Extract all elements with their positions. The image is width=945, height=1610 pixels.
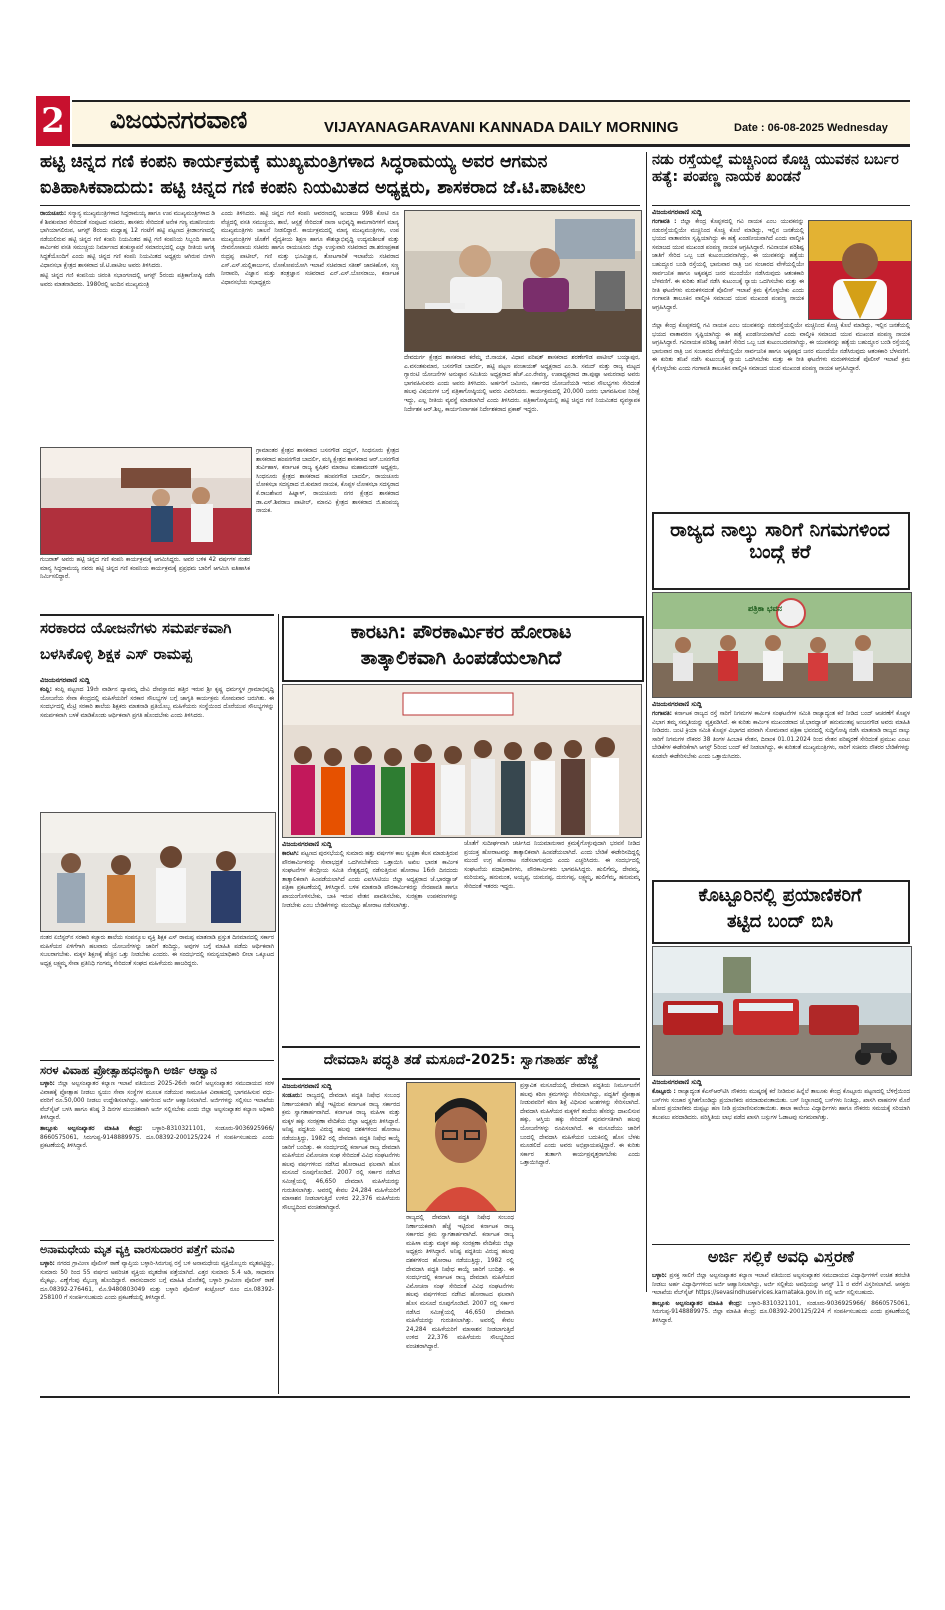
strike-illustration (653, 593, 911, 697)
karatagi-headline-line2: ತಾತ್ಕಾಲಿಕವಾಗಿ ಹಿಂಪಡೆಯಲಾಗಿದೆ (360, 647, 562, 669)
karatagi-text-2: ಜೊತೆಗೆ ಸುದೀರ್ಘವಾಗಿ ಚರ್ಚಿಸಿದ ನಿಯಮಾನುಸಾರ ಕ್ರಮಕೈಗೊಳ್ಳುವುದಾಗಿ ಭರವಸೆ ನೀಡಿದ ಪ್ರಯುಕ್ತ ಹೋರಾಟವನ್ನು ತಾತ್ಕಾಲಿಕವಾಗಿ ಹಿಂಪಡೆಯಲಾಗಿದೆ. ಎಂದು ಬೇಡಿಕೆ ಈಡೇರಿಸದಿದ್ದಲ್ಲಿ ಮುಂದೆ ಉಗ್ರ ಹೋರಾಟ ನಡೆಸಲಾಗುವುದು ಎಂದು ಎಚ್ಚರಿಸಿದರು. ಈ ಸಂದರ್ಭದಲ್ಲಿ ಸಂಘಟನೆಯ ಪದಾಧಿಕಾರಿಗಳು, ಪೌರಕಾರ್ಮಿಕರು ಭಾಗವಹಿಸಿದ್ದರು. ಹುಲಿಗೆಮ್ಮ, ದೇವಮ್ಮ, ಮರಿಯಮ್ಮ, ಹನುಮಂತ, ಅಯ್ಯಪ್ಪ, ಯಮನಪ್ಪ, ದುರುಗಪ್ಪ, ಲಕ್ಷ್ಮಮ್ಮ, ಹುಲಿಗೆಮ್ಮ, ಹನುಮಮ್ಮ ಸೇರಿದಂತೆ ಇತರರು ಇದ್ದರು. (464, 841, 640, 890)
extension-contact: ಬಳ್ಳಾರಿ-8310321101, ಸಂಡೂರು-9036925966/ 8660575061, ಸಿರುಗುಪ್ಪ-9148889975. ಜಿಲ್ಲಾ ಮಾಹಿತಿ ಕೇಂದ್ರ: ದೂ.08392-200125/224 ಗೆ ಸಂಪರ್ಕಿಸಬಹುದು ಎಂದು ಪ್ರಕಟಣೆಯಲ್ಲಿ ತಿಳಿಸಿದ್ದಾರೆ. (652, 1300, 910, 1324)
kottur-byline: ವಿಜಯನಗರವಾಣಿ ಸುದ್ದಿ (652, 1078, 702, 1086)
women-group-illustration (41, 813, 275, 931)
karatagi-text: ಪಟ್ಟಣದ ಪುರಸಭೆಯಲ್ಲಿ ಸುಮಾರು ಹತ್ತು ವರ್ಷಗಳ ಕಾಲ ಸ್ವಚ್ಛತಾ ಕೆಲಸ ಮಾಡುತ್ತಿರುವ ಪೌರಕಾರ್ಮಿಕರನ್ನು ಸೇವಾಭದ್ರತೆ ಒದಗಿಸಬೇಕೆಂದು ಒತ್ತಾಯಿಸಿ ಅಖಿಲ ಭಾರತ ಕಾರ್ಮಿಕ ಸಂಘಟನೆಗಳ ಕೇಂದ್ರೀಯ ಸಮಿತಿ ನೇತೃತ್ವದಲ್ಲಿ ನಡೆಸುತ್ತಿರುವ ಹೋರಾಟ 16ನೇ ದಿನದಂದು ತಾತ್ಕಾಲಿಕವಾಗಿ ಹಿಂಪಡೆಯಲಾಗಿದೆ ಎಂದು ಎಐಸಿಸಿಟಿಯು ಜಿಲ್ಲಾ ಅಧ್ಯಕ್ಷರಾದ ಜೆ.ಭಾರದ್ವಾಜ್ ಪತ್ರಿಕಾ ಪ್ರಕಟಣೆಯಲ್ಲಿ ತಿಳಿಸಿದ್ದಾರೆ. ಬಳಿಕ ಮಾತನಾಡಿ ಪೌರಕಾರ್ಮಿಕರನ್ನು ನೇರಪಾವತಿ ಹಾಗೂ ಖಾಯಂಗೊಳಿಸಬೇಕು, ಬಾಕಿ ಇರುವ ವೇತನ ಪಾವತಿಸಬೇಕು, ಸುರಕ್ಷತಾ ಉಪಕರಣಗಳನ್ನು ನೀಡಬೇಕು ಎಂಬ ಬೇಡಿಕೆಗಳನ್ನು ಮುಂದಿಟ್ಟು ಹೋರಾಟ ನಡೆಸಲಾಗಿತ್ತು. (282, 851, 458, 909)
marriage-contact: ಬಳ್ಳಾರಿ-8310321101, ಸಂಡೂರು-9036925966/ 8660575061, ಸಿರುಗುಪ್ಪ-9148889975. ದೂ.08392-200125/224 ಗೆ ಸಂಪರ್ಕಿಸಬಹುದು ಎಂದು ಪ್ರಕಟಣೆಯಲ್ಲಿ ತಿಳಿಸಿದ್ದಾರೆ. (40, 1125, 274, 1150)
kottur-text: ರಾಜ್ಯಾದ್ಯಂತ ಕೆಎಸ್ಆರ್‌ಟಿಸಿ ನೌಕರರು ಮುಷ್ಕರಕ್ಕೆ ಕರೆ ನೀಡಿರುವ ಹಿನ್ನೆಲೆ ತಾಲೂಕು ಕೇಂದ್ರ ಕೊಟ್ಟೂರು ಪಟ್ಟಣದಲ್ಲಿ ಬೆಳಿಗ್ಗೆಯಿಂದ ಬಸ್‌ಗಳು ಸಂಚಾರ ಸ್ಥಗಿತಗೊಂಡಿದ್ದು ಪ್ರಯಾಣಿಕರು ಪರದಾಡುವಂತಾಯಿತು. ಬಸ್ ನಿಲ್ದಾಣದಲ್ಲಿ ಬಸ್‌ಗಳು ನಿಂತಿದ್ದು, ಖಾಸಗಿ ವಾಹನಗಳ ಮೊರೆ ಹೋದ ಪ್ರಯಾಣಿಕರು ದುಪ್ಪಟ್ಟು ಹಣ ನೀಡಿ ಪ್ರಯಾಣಿಸುವಂತಾಯಿತು. ಶಾಲಾ ಕಾಲೇಜು ವಿದ್ಯಾರ್ಥಿಗಳು ಹಾಗೂ ನೌಕರರು ಸಮಯಕ್ಕೆ ಸರಿಯಾಗಿ ತಲುಪಲು ಪರದಾಡಿದರು. ಪರಿಸ್ಥಿತಿಯ ಲಾಭ ಪಡೆದ ಖಾಸಗಿ ಬಸ್ಸುಗಳ ಓಡಾಟವು ಸುಗಮವಾಗಿತ್ತು. (652, 1089, 910, 1121)
teacher-text: ಕಂಪ್ಲಿ ಪಟ್ಟಣದ 19ನೇ ವಾರ್ಡಿನ ದ್ಯಾವಮ್ಮ ದೇವಿ ದೇವಸ್ಥಾನದ ಹತ್ತಿರ ಇರುವ ಶ್ರೀ ಕೃಷ್ಣ ಧರ್ಮಸ್ಥಳ ಗ್ರಾಮಾಭಿವೃದ್ಧಿ ಯೋಜನೆಯ ಸೇವಾ ಕೇಂದ್ರದಲ್ಲಿ ಮಹಿಳೆಯರಿಗೆ ಸರಕಾರ ಸೌಲಭ್ಯಗಳ ಬಗ್ಗೆ ಜಾಗೃತಿ ಕಾರ್ಯಕ್ರಮ ಸೋಮವಾರ ಜರುಗಿತು. ಈ ಸಂದರ್ಭದಲ್ಲಿ ಮೆಟ್ರಿ ಸರಕಾರಿ ಶಾಲೆಯ ಶಿಕ್ಷಕರು ಮಾತನಾಡಿ ಪ್ರತಿಯೊಬ್ಬ ಮಹಿಳೆಯರು ಸಂಸ್ಥೆಯಿಂದ ದೊರೆಯುವ ಸೌಲಭ್ಯಗಳನ್ನು ಸಮರ್ಪಕವಾಗಿ ಬಳಕೆ ಮಾಡಿಕೊಂಡು ಆರ್ಥಿಕವಾಗಿ ಪ್ರಗತಿ ಹೊಂದಬೇಕು ಎಂದು ತಿಳಿಸಿದರು. (40, 687, 274, 719)
marriage-dateline: ಬಳ್ಳಾರಿ: (40, 1081, 55, 1087)
karatagi-column-1 (282, 850, 458, 1040)
lead-headline-line1: ಹಟ್ಟಿ ಚಿನ್ನದ ಗಣಿ ಕಂಪನಿ ಕಾರ್ಯಕ್ರಮಕ್ಕೆ ಮುಖ್ಯಮಂತ್ರಿಗಳಾದ ಸಿದ್ಧರಾಮಯ್ಯ ಅವರ ಆಗಮನ (40, 152, 548, 172)
karatagi-byline: ವಿಜಯನಗರವಾಣಿ ಸುದ್ದಿ (282, 840, 332, 848)
marriage-body (40, 1080, 274, 1238)
teacher-text-2: ನಂತರ ಏಜಿಸ್ಟರ್‌ನ ಸರಕಾರಿ ಕಚ್ಚಾರು ಶಾಲೆಯ ಸಂಪನ್ಮೂಲ ವ್ಯಕ್ತಿ ಶಿಕ್ಷಕ ಎಸ್ ರಾಮಪ್ಪ ಮಾತನಾಡಿ ಪ್ರಸ್ತುತ ದಿನಮಾನದಲ್ಲಿ ಸರ್ಕಾರ ಮಹಿಳೆಯರ ಏಳಿಗೆಗಾಗಿ ಹಲವಾರು ಯೋಜನೆಗಳನ್ನು ಜಾರಿಗೆ ತಂದಿದ್ದು, ಅವುಗಳ ಬಗ್ಗೆ ಮಾಹಿತಿ ಪಡೆದು ಆರ್ಥಿಕವಾಗಿ ಸಬಲರಾಗಬೇಕು. ಮಕ್ಕಳ ಶಿಕ್ಷಣಕ್ಕೆ ಹೆಚ್ಚಿನ ಒತ್ತು ನೀಡಬೇಕು ಎಂದರು. ಈ ಸಂದರ್ಭದಲ್ಲಿ ಸಮನ್ವಯಾಧಿಕಾರಿ ಲೀಲಾ ಒಕ್ಕೂಟದ ಅಧ್ಯಕ್ಷ ಲಕ್ಷ್ಮಮ್ಮ ಸೇವಾ ಪ್ರತಿನಿಧಿ ಗಂಗಮ್ಮ ಸೇರಿದಂತೆ ಸಂಘದ ಮಹಿಳೆಯರು ಹಾಜರಿದ್ದರು. (40, 935, 274, 967)
devadasi-text-mid: ರಾಜ್ಯದಲ್ಲಿ ದೇವದಾಸಿ ಪದ್ಧತಿ ನಿಷೇಧ ಸಂಬಂಧ ನಿರ್ಣಾಯಕವಾಗಿ ಹೆಜ್ಜೆ ಇಟ್ಟಿರುವ ಕರ್ನಾಟಕ ರಾಜ್ಯ ಸರ್ಕಾರದ ಕ್ರಮ ಸ್ವಾಗತಾರ್ಹವಾಗಿದೆ. ಕರ್ನಾಟಕ ರಾಜ್ಯ ಮಹಿಳಾ ಮತ್ತು ಮಕ್ಕಳ ಹಕ್ಕು ಸಂರಕ್ಷಣಾ ವೇದಿಕೆಯ ಜಿಲ್ಲಾ ಅಧ್ಯಕ್ಷರು ತಿಳಿಸಿದ್ದಾರೆ. ಅನಿಷ್ಟ ಪದ್ಧತಿಯ ವಿರುದ್ಧ ಹಲವು ದಶಕಗಳಿಂದ ಹೋರಾಟ ನಡೆಯುತ್ತಿದ್ದು, 1982 ರಲ್ಲಿ ದೇವದಾಸಿ ಪದ್ಧತಿ ನಿಷೇಧ ಕಾಯ್ದೆ ಜಾರಿಗೆ ಬಂದಿತ್ತು. ಈ ಸಂದರ್ಭದಲ್ಲಿ ಕರ್ನಾಟಕ ರಾಜ್ಯ ದೇವದಾಸಿ ಮಹಿಳೆಯರ ವಿಮೋಚನಾ ಸಂಘ ಸೇರಿದಂತೆ ವಿವಿಧ ಸಂಘಟನೆಗಳು ಹಲವು ವರ್ಷಗಳಿಂದ ನಡೆಸಿದ ಹೋರಾಟದ ಫಲವಾಗಿ ಹೊಸ ಮಸೂದೆ ರೂಪುಗೊಂಡಿದೆ. 2007 ರಲ್ಲಿ ಸರ್ಕಾರ ನಡೆಸಿದ ಸಮೀಕ್ಷೆಯಲ್ಲಿ 46,650 ದೇವದಾಸಿ ಮಹಿಳೆಯರನ್ನು ಗುರುತಿಸಲಾಗಿತ್ತು. ಅವರಲ್ಲಿ ಕೇವಲ 24,284 ಮಹಿಳೆಯರಿಗೆ ಮಾಸಾಶನ ನೀಡಲಾಗುತ್ತಿದೆ ಉಳಿದ 22,376 ಮಹಿಳೆಯರು ಸೌಲಭ್ಯದಿಂದ ವಂಚಿತರಾಗಿದ್ದಾರೆ. (406, 1215, 514, 1350)
strike-text: ಕರ್ನಾಟಕ ರಾಜ್ಯದ ರಸ್ತೆ ಸಾರಿಗೆ ನಿಗಮಗಳ ಕಾರ್ಮಿಕ ಸಂಘಟನೆಗಳ ಸಮಿತಿ ರಾಜ್ಯಾದ್ಯಂತ ಕರೆ ನೀಡಿದ ಬಂದ್ ಆಚರಣೆಗೆ ಕೊಪ್ಪಳ ವಿಭಾಗ ತಮ್ಮ ಸಮ್ಮತಿಯನ್ನು ವ್ಯಕ್ತಪಡಿಸಿದೆ. ಈ ಕುರಿತು ಕಾರ್ಮಿಕ ಮುಖಂಡರಾದ ಜೆ.ಭಾರದ್ವಾಜ್ ಹನುಮಂತಪ್ಪ ಅಂಜನಗೌಡ ಅವರು ಮಾಹಿತಿ ನೀಡಿದರು. ಜಂಟಿ ಕ್ರಿಯಾ ಸಮಿತಿ ಕೊಪ್ಪಳ ವಿಭಾಗದ ಪರವಾಗಿ ಸೋಮವಾರ ಪತ್ರಿಕಾ ಭವನದಲ್ಲಿ ಸುದ್ದಿಗೋಷ್ಠಿ ನಡೆಸಿ ಮಾತನಾಡಿ ರಾಜ್ಯದ ನಾಲ್ಕು ಸಾರಿಗೆ ನಿಗಮಗಳ ನೌಕರರ 38 ತಿಂಗಳ ಹಿಂಬಾಕಿ ವೇತನ, ದಿನಾಂಕ 01.01.2024 ರಿಂದ ವೇತನ ಪರಿಷ್ಕರಣೆ ಸೇರಿದಂತೆ ಪ್ರಮುಖ ಎಂಟು ಬೇಡಿಕೆಗಳ ಈಡೇರಿಕೆಗಾಗಿ ಆಗಸ್ಟ್ 5ರಿಂದ ಬಂದ್ ಕರೆ ನೀಡಲಾಗಿದ್ದು, ಈ ಕುರಿತಂತೆ ಮುಖ್ಯಮಂತ್ರಿಗಳು, ಸಾರಿಗೆ ಸಚಿವರು ನೌಕರರ ಬೇಡಿಕೆಗಳನ್ನು ಕೂಡಲೇ ಈಡೇರಿಸಬೇಕು ಎಂದು ಒತ್ತಾಯಿಸಿದರು. (652, 711, 910, 760)
murder-column-a (652, 218, 804, 318)
press-meet-illustration (405, 211, 641, 351)
unknown-headline: ಅನಾಮಧೇಯ ಮೃತ ವ್ಯಕ್ತಿ ವಾರಸುದಾರರ ಪತ್ತೆಗೆ ಮನವಿ (40, 1243, 235, 1256)
bus-stand-illustration (653, 947, 911, 1075)
page-bottom-rule (40, 1396, 910, 1398)
teacher-body-1 (40, 686, 274, 810)
murder-text: ಜಿಲ್ಲಾ ಕೇಂದ್ರ ಕೊಪ್ಪಳದಲ್ಲಿ ಗವಿ ನಾಯಕ ಎಂಬ ಯುವಕನನ್ನು ನಡುರಸ್ತೆಯಲ್ಲಿಯೇ ಮಚ್ಚಿನಿಂದ ಕೊಚ್ಚಿ ಕೊಲೆ ಮಾಡಿದ್ದು, ಇಲ್ಲಿನ ಜನತೆಯಲ್ಲಿ ಭಯದ ವಾತಾವರಣ ಸೃಷ್ಟಿಯಾಗಿದ್ದು ಈ ಹತ್ಯೆ ಖಂಡನೀಯವಾಗಿದೆ ಎಂದು ವಾಲ್ಮೀಕಿ ಸಮಾಜದ ಯುವ ಮುಖಂಡ ಪಂಪಣ್ಣ ನಾಯಕ ಆಗ್ರಹಿಸಿದ್ದಾರೆ. ಗವಿನಾಯಕ ಪರಿಶಿಷ್ಟ ಜಾತಿಗೆ ಸೇರಿದ ಒಬ್ಬ ಬಡ ಕುಟುಂಬದವನಾಗಿದ್ದು, ಈ ಯುವಕನನ್ನು ಹತ್ಯೆಯ ಬಹುದ್ದೂರ ಬಂಡಿ ರಸ್ತೆಯಲ್ಲಿ ಭಾನುವಾರ ರಾತ್ರಿ ಜನ ಸಂಚಾರದ ವೇಳೆಯಲ್ಲಿಯೇ ಸಾರ್ವಜನಿಕ ಹಾಗೂ ಅಕ್ಕಪಕ್ಕದ ಜನರ ಮುಂದೆಯೇ ನಡೆಸಿರುವುದು ಆತಂಕಕಾರಿ ಬೆಳವಣಿಗೆ. ಈ ಕುರಿತು ತನಿಖೆ ನಡೆಸಿ ಕುಟುಂಬಕ್ಕೆ ನ್ಯಾಯ ಒದಗಿಸಬೇಕು ಮತ್ತು ಈ ರೀತಿ ಘಟನೆಗಳು ಮರುಕಳಿಸದಂತೆ ಪೊಲೀಸ್ ಇಲಾಖೆ ಕ್ರಮ ಕೈಗೊಳ್ಳಬೇಕು ಎಂದು ಗಂಗಾವತಿ ತಾಲೂಕಿನ ವಾಲ್ಮೀಕಿ ಸಮಾಜದ ಯುವ ಮುಖಂಡ ಪಂಪಣ್ಣ ನಾಯಕ ಆಗ್ರಹಿಸಿದ್ದಾರೆ. (652, 219, 804, 311)
karatagi-column-2 (464, 840, 640, 1040)
devadasi-text-2: ಪ್ರಸ್ತಾವಿತ ಮಸೂದೆಯಲ್ಲಿ ದೇವದಾಸಿ ಪದ್ಧತಿಯ ನಿರ್ಮೂಲನೆಗೆ ಹಲವು ಕಠಿಣ ಕ್ರಮಗಳನ್ನು ಸೇರಿಸಲಾಗಿದ್ದು, ಪದ್ಧತಿಗೆ ಪ್ರೋತ್ಸಾಹ ನೀಡುವವರಿಗೆ ಕಠಿಣ ಶಿಕ್ಷೆ ವಿಧಿಸುವ ಅಂಶಗಳನ್ನು ಸೇರಿಸಲಾಗಿದೆ. ದೇವದಾಸಿ ಮಹಿಳೆಯರ ಮಕ್ಕಳಿಗೆ ತಂದೆಯ ಹೆಸರನ್ನು ದಾಖಲಿಸುವ ಹಕ್ಕು, ಆಸ್ತಿಯ ಹಕ್ಕು ಸೇರಿದಂತೆ ಪುನರ್ವಸತಿಗಾಗಿ ಹಲವು ಯೋಜನೆಗಳನ್ನು ರೂಪಿಸಲಾಗಿದೆ. ಈ ಮಸೂದೆಯು ಜಾರಿಗೆ ಬಂದಲ್ಲಿ ದೇವದಾಸಿ ಮಹಿಳೆಯರ ಬದುಕಿನಲ್ಲಿ ಹೊಸ ಬೆಳಕು ಮೂಡಲಿದೆ ಎಂದು ಅವರು ಅಭಿಪ್ರಾಯಪಟ್ಟಿದ್ದಾರೆ. ಈ ಕುರಿತು ಸರ್ಕಾರ ತುರ್ತಾಗಿ ಕಾರ್ಯಪ್ರವೃತ್ತರಾಗಬೇಕು ಎಂದು ಒತ್ತಾಯಿಸಿದ್ದಾರೆ. (520, 1083, 640, 1167)
lead-text-3: ಎಂದು ತಿಳಿಸಿದರು. ಹಟ್ಟಿ ಚಿನ್ನದ ಗಣಿ ಕಂಪನಿ ಆವರಣದಲ್ಲಿ ಅಂದಾಜು 998 ಕೋಟಿ ರೂ ವೆಚ್ಚದಲ್ಲಿ ವಸತಿ ಸಮುಚ್ಚಯ, ಶಾಲೆ, ಆಸ್ಪತ್ರೆ ಸೇರಿದಂತೆ ನಾನಾ ಅಭಿವೃದ್ಧಿ ಕಾಮಗಾರಿಗಳಿಗೆ ಮಾನ್ಯ ಮುಖ್ಯಮಂತ್ರಿಗಳು ಚಾಲನೆ ನೀಡಲಿದ್ದಾರೆ. ಕಾರ್ಯಕ್ರಮದಲ್ಲಿ ಮಾನ್ಯ ಮುಖ್ಯಮಂತ್ರಿಗಳು, ಉಪ ಮುಖ್ಯಮಂತ್ರಿಗಳ ಜೊತೆಗೆ ವೈದ್ಯಕೀಯ ಶಿಕ್ಷಣ ಹಾಗೂ ಕೌಶಲ್ಯಾಭಿವೃದ್ಧಿ ಉದ್ಯಮಶೀಲತೆ ಮತ್ತು ಜೀವನೋಪಾಯ ಸಚಿವರು ಹಾಗೂ ರಾಯಚೂರು ಜಿಲ್ಲಾ ಉಸ್ತುವಾರಿ ಸಚಿವರಾದ ಡಾ.ಶರಣಪ್ರಕಾಶ ರುದ್ರಪ್ಪ ಪಾಟೀಲ್, ಗಣಿ ಮತ್ತು ಭೂವಿಜ್ಞಾನ, ತೋಟಗಾರಿಕೆ ಇಲಾಖೆಯ ಸಚಿವರಾದ ಎಸ್.ಎಸ್.ಮಲ್ಲಿಕಾರ್ಜುನ, ಲೋಕೋಪಯೋಗಿ ಇಲಾಖೆ ಸಚಿವರಾದ ಸತೀಶ್ ಜಾರಕಿಹೊಳಿ, ಸಣ್ಣ ನೀರಾವರಿ, ವಿಜ್ಞಾನ ಮತ್ತು ತಂತ್ರಜ್ಞಾನ ಸಚಿವರಾದ ಎನ್.ಎಸ್.ಬೋಸರಾಜು, ಕರ್ನಾಟಕ ವಿಧಾನಸಭೆಯ ಸಭಾಧ್ಯಕ್ಷರು (221, 211, 399, 286)
unknown-text: ನಗರದ ಗ್ರಾಮೀಣ ಪೊಲೀಸ್ ಠಾಣೆ ವ್ಯಾಪ್ತಿಯ ಬಳ್ಳಾರಿ-ಸಿರುಗುಪ್ಪ ರಸ್ತೆ ಬಳಿ ಅನಾಮಧೇಯ ವ್ಯಕ್ತಿಯೊಬ್ಬರು ಮೃತಪಟ್ಟಿದ್ದು, ಸುಮಾರು 50 ರಿಂದ 55 ವರ್ಷದ ಅಪರಿಚಿತ ವ್ಯಕ್ತಿಯ ಮೃತದೇಹ ಪತ್ತೆಯಾಗಿದೆ. ಎತ್ತರ ಸುಮಾರು 5.4 ಅಡಿ, ಸಾಧಾರಣ ಮೈಕಟ್ಟು, ಎಣ್ಣೆಗೆಂಪು ಮೈಬಣ್ಣ ಹೊಂದಿದ್ದಾರೆ. ವಾರಸುದಾರರ ಬಗ್ಗೆ ಮಾಹಿತಿ ದೊರೆತಲ್ಲಿ ಬಳ್ಳಾರಿ ಗ್ರಾಮೀಣ ಪೊಲೀಸ್ ಠಾಣೆ ದೂ.08392-276461, ಮೊ.9480803049 ಮತ್ತು ಬಳ್ಳಾರಿ ಪೊಲೀಸ್ ಕಂಟ್ರೋಲ್ ರೂಂ ದೂ.08392-258100 ಗೆ ಸಂಪರ್ಕಿಸಬಹುದು ಎಂದು ಪ್ರಕಟಣೆಯಲ್ಲಿ ತಿಳಿಸಿದ್ದಾರೆ. (40, 1261, 274, 1302)
karatagi-photo-workers (282, 684, 642, 838)
lead-text-1: ಸನ್ಮಾನ್ಯ ಮುಖ್ಯಮಂತ್ರಿಗಳಾದ ಸಿದ್ದರಾಮಯ್ಯ ಹಾಗೂ ಉಪ ಮುಖ್ಯಮಂತ್ರಿಗಳಾದ ಡಿ ಕೆ ಶಿವಕುಮಾರ ಸೇರಿದಂತೆ ಸಂಪುಟದ ಸಚಿವರು, ಶಾಸಕರು ಸೇರಿದಂತೆ ಅನೇಕ ಗಣ್ಯ ಮಹನೀಯರು ಭಾಗಿಯಾಗಲಿರುವ, ಆಗಸ್ಟ್ 8ರಂದು ಮಧ್ಯಾಹ್ನ 12 ಗಂಟೆಗೆ ಹಟ್ಟಿ ಪಟ್ಟಣದ ಕ್ರೀಡಾಂಗಣದಲ್ಲಿ ನಡೆಯಲಿರುವ ಹಟ್ಟಿ ಚಿನ್ನದ ಗಣಿ ಕಂಪನಿ ನಿಯಮಿತದ ಹಟ್ಟಿ ಗಣಿ ಕಂಪನಿಯ ಸಿಬ್ಬಂದಿ ಹಾಗೂ ಕಾರ್ಮಿಕರ ವಸತಿ ಸಮುಚ್ಚಯ ನಿರ್ಮಾಣದ ಶಂಕುಸ್ಥಾಪನೆ ಸಮಾರಂಭದಲ್ಲಿ ಎಲ್ಲಾ ರೀತಿಯ ಅಗತ್ಯ ಸಿದ್ಧತೆಯೊಂದಿಗೆ ಎಂದು ಹಟ್ಟಿ ಚಿನ್ನದ ಗಣಿ ಕಂಪನಿ ನಿಯಮಿತದ ಅಧ್ಯಕ್ಷರು ಆಗಿರುವ ಬೀಳಗಿ ವಿಧಾನಸಭಾ ಕ್ಷೇತ್ರದ ಶಾಸಕರಾದ ಜೆ.ಟಿ.ಪಾಟೀಲ ಅವರು ತಿಳಿಸಿದರು. (40, 211, 215, 269)
murder-byline: ವಿಜಯನಗರವಾಣಿ ಸುದ್ದಿ (652, 208, 702, 216)
lead-column-3 (404, 354, 640, 609)
marriage-contact-label: ತಾಲ್ಲೂಕು ಅಲ್ಪಸಂಖ್ಯಾತರ ಮಾಹಿತಿ ಕೇಂದ್ರ: (40, 1125, 143, 1132)
kottur-headline-line2: ತಟ್ಟಿದ ಬಂದ್ ಬಿಸಿ (726, 911, 834, 932)
karatagi-dateline: ಕಾರಟಗಿ: (282, 851, 299, 857)
workers-protest-illustration (283, 685, 641, 837)
strike-dateline: ಗಂಗಾವತಿ: (652, 711, 672, 717)
newspaper-title-english: VIJAYANAGARAVANI KANNADA DAILY MORNING (324, 119, 679, 136)
unknown-body (40, 1260, 274, 1390)
extension-body (652, 1272, 910, 1382)
page-number: 2 (36, 96, 70, 146)
kottur-headline-line1: ಕೊಟ್ಟೂರಿನಲ್ಲಿ ಪ್ರಯಾಣಿಕರಿಗೆ (698, 885, 862, 906)
lead-dateline: ರಾಯಚೂರು: (40, 211, 67, 217)
kottur-dateline: ಕೊಟ್ಟೂರು : (652, 1089, 676, 1095)
marriage-headline: ಸರಳ ವಿವಾಹ ಪ್ರೋತ್ಸಾಹಧನಕ್ಕಾಗಿ ಅರ್ಜಿ ಆಹ್ವಾನ (40, 1063, 217, 1077)
strike-photo-banner: ಪತ್ರಿಕಾ ಭವನ (748, 604, 782, 613)
divider (40, 1240, 274, 1241)
stage-illustration (41, 448, 251, 554)
devadasi-column-3 (520, 1082, 640, 1392)
devadasi-column-2 (406, 1214, 514, 1392)
lead-column-2 (221, 210, 399, 445)
lead-photo-stage (40, 447, 252, 555)
divider (652, 1244, 910, 1245)
devadasi-photo-portrait (406, 1082, 516, 1212)
divider (40, 614, 274, 616)
lead-column-2b (256, 447, 399, 555)
extension-headline: ಅರ್ಜಿ ಸಲ್ಲಿಕೆ ಅವಧಿ ವಿಸ್ತರಣೆ (707, 1247, 855, 1266)
unknown-dateline: ಬಳ್ಳಾರಿ: (40, 1261, 55, 1267)
murder-column-b (652, 322, 910, 508)
devadasi-byline: ವಿಜಯನಗರವಾಣಿ ಸುದ್ದಿ (282, 1082, 332, 1090)
teacher-photo-women (40, 812, 276, 932)
strike-body (652, 710, 910, 878)
devadasi-dateline: ಸಂಡೂರು: (282, 1093, 303, 1099)
devadasi-text: ರಾಜ್ಯದಲ್ಲಿ ದೇವದಾಸಿ ಪದ್ಧತಿ ನಿಷೇಧ ಸಂಬಂಧ ನಿರ್ಣಾಯಕವಾಗಿ ಹೆಜ್ಜೆ ಇಟ್ಟಿರುವ ಕರ್ನಾಟಕ ರಾಜ್ಯ ಸರ್ಕಾರದ ಕ್ರಮ ಸ್ವಾಗತಾರ್ಹವಾಗಿದೆ. ಕರ್ನಾಟಕ ರಾಜ್ಯ ಮಹಿಳಾ ಮತ್ತು ಮಕ್ಕಳ ಹಕ್ಕು ಸಂರಕ್ಷಣಾ ವೇದಿಕೆಯ ಜಿಲ್ಲಾ ಅಧ್ಯಕ್ಷರು ತಿಳಿಸಿದ್ದಾರೆ. ಅನಿಷ್ಟ ಪದ್ಧತಿಯ ವಿರುದ್ಧ ಹಲವು ದಶಕಗಳಿಂದ ಹೋರಾಟ ನಡೆಯುತ್ತಿದ್ದು, 1982 ರಲ್ಲಿ ದೇವದಾಸಿ ಪದ್ಧತಿ ನಿಷೇಧ ಕಾಯ್ದೆ ಜಾರಿಗೆ ಬಂದಿತ್ತು. ಈ ಸಂದರ್ಭದಲ್ಲಿ ಕರ್ನಾಟಕ ರಾಜ್ಯ ದೇವದಾಸಿ ಮಹಿಳೆಯರ ವಿಮೋಚನಾ ಸಂಘ ಸೇರಿದಂತೆ ವಿವಿಧ ಸಂಘಟನೆಗಳು ಹಲವು ವರ್ಷಗಳಿಂದ ನಡೆಸಿದ ಹೋರಾಟದ ಫಲವಾಗಿ ಹೊಸ ಮಸೂದೆ ರೂಪುಗೊಂಡಿದೆ. 2007 ರಲ್ಲಿ ಸರ್ಕಾರ ನಡೆಸಿದ ಸಮೀಕ್ಷೆಯಲ್ಲಿ 46,650 ದೇವದಾಸಿ ಮಹಿಳೆಯರನ್ನು ಗುರುತಿಸಲಾಗಿತ್ತು. ಅವರಲ್ಲಿ ಕೇವಲ 24,284 ಮಹಿಳೆಯರಿಗೆ ಮಾಸಾಶನ ನೀಡಲಾಗುತ್ತಿದೆ ಉಳಿದ 22,376 ಮಹಿಳೆಯರು ಸೌಲಭ್ಯದಿಂದ ವಂಚಿತರಾಗಿದ್ದಾರೆ. (282, 1093, 400, 1211)
lead-photo-press-meet (404, 210, 642, 352)
lead-text-2: ಹಟ್ಟಿ ಚಿನ್ನದ ಗಣಿ ಕಂಪನಿಯ ಚಿರಂತಿ ಸಭಾಂಗಣದಲ್ಲಿ ಆಗಸ್ಟ್ 5ರಂದು ಪತ್ರಿಕಾಗೋಷ್ಠಿ ನಡೆಸಿ ಅವರು ಮಾತನಾಡಿದರು. 1980ರಲ್ಲಿ ಅಂದಿನ ಮುಖ್ಯಮಂತ್ರಿ (40, 273, 215, 288)
kottur-body (652, 1088, 910, 1242)
extension-contact-label: ತಾಲ್ಲೂಕು ಅಲ್ಪಸಂಖ್ಯಾತರ ಮಾಹಿತಿ ಕೇಂದ್ರ: (652, 1300, 743, 1307)
issue-date: Date : 06-08-2025 Wednesday (734, 122, 888, 134)
divider (40, 1060, 274, 1061)
murder-headline: ನಡು ರಸ್ತೆಯಲ್ಲೆ ಮಚ್ಚಿನಿಂದ ಕೊಚ್ಚಿ ಯುವಕನ ಬರ್ಬರ ಹತ್ಯೆ: ಪಂಪಣ್ಣ ನಾಯಕ ಖಂಡನೆ (652, 152, 899, 185)
marriage-text: ಜಿಲ್ಲಾ ಅಲ್ಪಸಂಖ್ಯಾತರ ಕಲ್ಯಾಣ ಇಲಾಖೆ ವತಿಯಿಂದ 2025-26ನೇ ಸಾಲಿಗೆ ಅಲ್ಪಸಂಖ್ಯಾತರ ಸಮುದಾಯದ ಸರಳ ವಿವಾಹಕ್ಕೆ ಪ್ರೋತ್ಸಾಹ ನೀಡಲು ಸ್ವಯಂ ಸೇವಾ ಸಂಸ್ಥೆಗಳ ಮೂಲಕ ನಡೆಯುವ ಸಾಮೂಹಿಕ ವಿವಾಹದಲ್ಲಿ ಭಾಗವಹಿಸುವ ವಧು-ವರರಿಗೆ ರೂ.50,000 ನೀಡಲು ಉದ್ದೇಶಿಸಲಾಗಿದ್ದು, ಅರ್ಹರಿಂದ ಅರ್ಜಿ ಆಹ್ವಾನಿಸಲಾಗಿದೆ. ಅರ್ಜಿಗಳನ್ನು ಸಲ್ಲಿಸಲು ಇಲಾಖೆಯ ವೆಬ್‌ಸೈಟ್ ಬಳಸಿ ಹಾಗೂ ಕನಿಷ್ಠ 3 ದಿನಗಳ ಮುಂಚಿತವಾಗಿ ಅರ್ಜಿ ಸಲ್ಲಿಸಬೇಕು ಎಂದು ಜಿಲ್ಲಾ ಅಲ್ಪಸಂಖ್ಯಾತರ ಕಲ್ಯಾಣ ಅಧಿಕಾರಿ ತಿಳಿಸಿದ್ದಾರೆ. (40, 1081, 274, 1122)
lead-text-6: ಗುಜರಾತ್ ಅವರು ಹಟ್ಟಿ ಚಿನ್ನದ ಗಣಿ ಕಂಪನಿ ಕಾರ್ಯಕ್ರಮಕ್ಕೆ ಆಗಮಿಸಿದ್ದರು. ಅವರ ಬಳಿಕ 42 ವರ್ಷಗಳ ನಂತರ ಮಾನ್ಯ ಸಿದ್ದರಾಮಯ್ಯ ನವರು ಹಟ್ಟಿ ಚಿನ್ನದ ಗಣಿ ಕಂಪನಿಯ ಕಾರ್ಯಕ್ರಮಕ್ಕೆ ಪ್ರಪ್ರಥಮ ಬಾರಿಗೆ ಆಗಮಿಸಿ ಐತಿಹಾಸಿಕ ನಿರ್ಮಿಸಲಿದ್ದಾರೆ. (40, 557, 250, 581)
divider (40, 205, 640, 206)
teacher-byline: ವಿಜಯನಗರವಾಣಿ ಸುದ್ದಿ (40, 676, 90, 684)
teacher-headline-line1: ಸರಕಾರದ ಯೋಜನೆಗಳು ಸಮರ್ಪಕವಾಗಿ (40, 619, 232, 637)
lead-text-4: ದೇವದುರ್ಗ ಕ್ಷೇತ್ರದ ಶಾಸಕರಾದ ಕರೆಮ್ಮ ಜಿ.ನಾಯಕ, ವಿಧಾನ ಪರಿಷತ್ ಶಾಸಕರಾದ ಶರಣೇಗೌಡ ಪಾಟೀಲ್ ಬಯ್ಯಾಪುರ, ಎ.ವಸಂತಕುಮಾರ, ಬಸನಗೌಡ ಬಾದರ್ಲಿ, ಹಟ್ಟಿ ಪಟ್ಟಣ ಪಂಚಾಯತ್ ಅಧ್ಯಕ್ಷರಾದ ಎಂ.ಡಿ. ಸಮದ್ ಮತ್ತು ರಾಜ್ಯ ಮಟ್ಟದ ಗ್ಯಾರಂಟಿ ಯೋಜನೆಗಳ ಅನುಷ್ಠಾನ ಸಮಿತಿಯ ಅಧ್ಯಕ್ಷರಾದ ಹೆಚ್.ಎಂ.ರೇವಣ್ಣ, ಉಪಾಧ್ಯಕ್ಷರಾದ ಡಾ.ಪುಷ್ಪಾ ಅಮರನಾಥ ಅವರು ಭಾಗವಹಿಸುವರು ಎಂದು ಅವರು ತಿಳಿಸಿದರು. ಅರ್ಹರಿಗೆ ಜಮೀನು, ಸರ್ಕಾರದ ಯೋಜನೆಯಡಿ ಇರುವ ಸೌಲಭ್ಯಗಳು ಸೇರಿದಂತೆ ಹಲವು ವಿಷಯಗಳ ಬಗ್ಗೆ ಪತ್ರಿಕಾಗೋಷ್ಠಿಯಲ್ಲಿ ಅವರು ವಿವರಿಸಿದರು. ಕಾರ್ಯಕ್ರಮದಲ್ಲಿ 20,000 ಜನರು ಭಾಗವಹಿಸುವ ನಿರೀಕ್ಷೆ ಇದ್ದು, ಎಲ್ಲ ರೀತಿಯ ವ್ಯವಸ್ಥೆ ಮಾಡಲಾಗಿದೆ ಎಂದು ತಿಳಿಸಿದರು. ಪತ್ರಿಕಾಗೋಷ್ಠಿಯಲ್ಲಿ ಹಟ್ಟಿ ಚಿನ್ನದ ಗಣಿ ನಿಯಮಿತದ ವ್ಯವಸ್ಥಾಪಕ ನಿರ್ದೇಶಕ ಆರ್.ಶಿಲ್ಪ, ಕಾರ್ಯನಿರ್ವಾಹಕ ನಿರ್ದೇಶಕರಾದ ಪ್ರಕಾಶ್ ಇದ್ದರು. (404, 355, 640, 413)
devadasi-headline: ದೇವದಾಸಿ ಪದ್ಧತಿ ತಡೆ ಮಸೂದೆ-2025: ಸ್ವಾಗತಾರ್ಹ ಹೆಜ್ಜೆ (323, 1052, 599, 1068)
teacher-headline-line2: ಬಳಸಿಕೊಳ್ಳಿ ಶಿಕ್ಷಕ ಎಸ್ ರಾಮಪ್ಪ (40, 645, 192, 663)
strike-headline: ರಾಜ್ಯದ ನಾಲ್ಕು ಸಾರಿಗೆ ನಿಗಮಗಳಿಂದ ಬಂದ್ಗೆ ಕರೆ (670, 519, 890, 563)
lead-headline-line2: ಐತಿಹಾಸಿಕವಾದುದು: ಹಟ್ಟಿ ಚಿನ್ನದ ಗಣಿ ಕಂಪನಿ ನಿಯಮಿತದ ಅಧ್ಯಕ್ಷರು, ಶಾಸಕರಾದ ಜೆ.ಟಿ.ಪಾಟೀಲ (40, 178, 586, 198)
murder-dateline: ಗಂಗಾವತಿ : (652, 219, 677, 225)
teacher-dateline: ಕಂಪ್ಲಿ: (40, 687, 52, 693)
teacher-body-2 (40, 934, 274, 1058)
column-divider (646, 152, 647, 1292)
strike-byline: ವಿಜಯನಗರವಾಣಿ ಸುದ್ದಿ (652, 700, 702, 708)
portrait-illustration (809, 221, 911, 319)
newspaper-title-kannada: ವಿಜಯನಗರವಾಣಿ (110, 106, 248, 134)
devadasi-column-1 (282, 1092, 400, 1392)
extension-text: ಪ್ರಸಕ್ತ ಸಾಲಿಗೆ ಜಿಲ್ಲಾ ಅಲ್ಪಸಂಖ್ಯಾತರ ಕಲ್ಯಾಣ ಇಲಾಖೆ ವತಿಯಿಂದ ಅಲ್ಪಸಂಖ್ಯಾತರ ಸಮುದಾಯದ ವಿದ್ಯಾರ್ಥಿಗಳಿಗೆ ಉಚಿತ ತರಬೇತಿ ನೀಡಲು ಅರ್ಹ ವಿದ್ಯಾರ್ಥಿಗಳಿಂದ ಅರ್ಜಿ ಆಹ್ವಾನಿಸಲಾಗಿದ್ದು, ಅರ್ಜಿ ಸಲ್ಲಿಕೆಯ ಅವಧಿಯನ್ನು ಆಗಸ್ಟ್ 11 ರ ವರೆಗೆ ವಿಸ್ತರಿಸಲಾಗಿದೆ. ಆಸಕ್ತರು ಇಲಾಖೆಯ ವೆಬ್‌ಸೈಟ್ https://sevasindhuservices.karnataka.gov.in ನಲ್ಲಿ ಅರ್ಜಿ ಸಲ್ಲಿಸಬಹುದು. (652, 1273, 910, 1297)
strike-photo-pressmeet (652, 592, 912, 698)
murder-photo-portrait (808, 220, 912, 320)
murder-text-cont: ಜಿಲ್ಲಾ ಕೇಂದ್ರ ಕೊಪ್ಪಳದಲ್ಲಿ ಗವಿ ನಾಯಕ ಎಂಬ ಯುವಕನನ್ನು ನಡುರಸ್ತೆಯಲ್ಲಿಯೇ ಮಚ್ಚಿನಿಂದ ಕೊಚ್ಚಿ ಕೊಲೆ ಮಾಡಿದ್ದು, ಇಲ್ಲಿನ ಜನತೆಯಲ್ಲಿ ಭಯದ ವಾತಾವರಣ ಸೃಷ್ಟಿಯಾಗಿದ್ದು ಈ ಹತ್ಯೆ ಖಂಡನೀಯವಾಗಿದೆ ಎಂದು ವಾಲ್ಮೀಕಿ ಸಮಾಜದ ಯುವ ಮುಖಂಡ ಪಂಪಣ್ಣ ನಾಯಕ ಆಗ್ರಹಿಸಿದ್ದಾರೆ. ಗವಿನಾಯಕ ಪರಿಶಿಷ್ಟ ಜಾತಿಗೆ ಸೇರಿದ ಒಬ್ಬ ಬಡ ಕುಟುಂಬದವನಾಗಿದ್ದು, ಈ ಯುವಕನನ್ನು ಹತ್ಯೆಯ ಬಹುದ್ದೂರ ಬಂಡಿ ರಸ್ತೆಯಲ್ಲಿ ಭಾನುವಾರ ರಾತ್ರಿ ಜನ ಸಂಚಾರದ ವೇಳೆಯಲ್ಲಿಯೇ ಸಾರ್ವಜನಿಕ ಹಾಗೂ ಅಕ್ಕಪಕ್ಕದ ಜನರ ಮುಂದೆಯೇ ನಡೆಸಿರುವುದು ಆತಂಕಕಾರಿ ಬೆಳವಣಿಗೆ. ಈ ಕುರಿತು ತನಿಖೆ ನಡೆಸಿ ಕುಟುಂಬಕ್ಕೆ ನ್ಯಾಯ ಒದಗಿಸಬೇಕು ಮತ್ತು ಈ ರೀತಿ ಘಟನೆಗಳು ಮರುಕಳಿಸದಂತೆ ಪೊಲೀಸ್ ಇಲಾಖೆ ಕ್ರಮ ಕೈಗೊಳ್ಳಬೇಕು ಎಂದು ಗಂಗಾವತಿ ತಾಲೂಕಿನ ವಾಲ್ಮೀಕಿ ಸಮಾಜದ ಯುವ ಮುಖಂಡ ಪಂಪಣ್ಣ ನಾಯಕ ಆಗ್ರಹಿಸಿದ್ದಾರೆ. (652, 323, 910, 372)
lead-column-1 (40, 210, 215, 440)
extension-dateline: ಬಳ್ಳಾರಿ: (652, 1273, 667, 1279)
lead-text-5: ಗ್ರಾಮಾಂತರ ಕ್ಷೇತ್ರದ ಶಾಸಕರಾದ ಬಸನಗೌಡ ದದ್ದಲ್, ಸಿಂಧನೂರು ಕ್ಷೇತ್ರದ ಶಾಸಕರಾದ ಹಂಪನಗೌಡ ಬಾದರ್ಲಿ, ಮಸ್ಕಿ ಕ್ಷೇತ್ರದ ಶಾಸಕರಾದ ಆರ್.ಬಸನಗೌಡ ತುರ್ವಿಹಾಳ, ಕರ್ನಾಟಕ ರಾಜ್ಯ ಕೃಷಿಕರ ಮಾರಾಟ ಮಹಾಮಂಡಳಿ ಅಧ್ಯಕ್ಷರು, ಸಿಂಧನೂರು ಕ್ಷೇತ್ರದ ಶಾಸಕರಾದ ಹಂಪನಗೌಡ ಬಾದರ್ಲಿ, ರಾಯಚೂರು ಲೋಕಸಭಾ ಸದಸ್ಯರಾದ ಜಿ.ಕುಮಾರ ನಾಯಕ, ಕೊಪ್ಪಳ ಲೋಕಸಭಾ ಸದಸ್ಯರಾದ ಕೆ.ರಾಜಶೇಖರ ಹಿಟ್ನಾಳ್, ರಾಯಚೂರು ನಗರ ಕ್ಷೇತ್ರದ ಶಾಸಕರಾದ ಡಾ.ಎಸ್.ಶಿವರಾಜ ಪಾಟೀಲ್, ಮಾನವಿ ಕ್ಷೇತ್ರದ ಶಾಸಕರಾದ ಜಿ.ಹಂಪಯ್ಯ ನಾಯಕ. (256, 448, 399, 515)
karatagi-headline-line1: ಕಾರಟಗಿ: ಪೌರಕಾರ್ಮಿಕರ ಹೋರಾಟ (350, 621, 572, 643)
column-divider (278, 614, 279, 1394)
kottur-photo-buses (652, 946, 912, 1076)
divider (652, 205, 910, 206)
lead-column-1b (40, 556, 250, 610)
woman-portrait-illustration (407, 1083, 515, 1211)
